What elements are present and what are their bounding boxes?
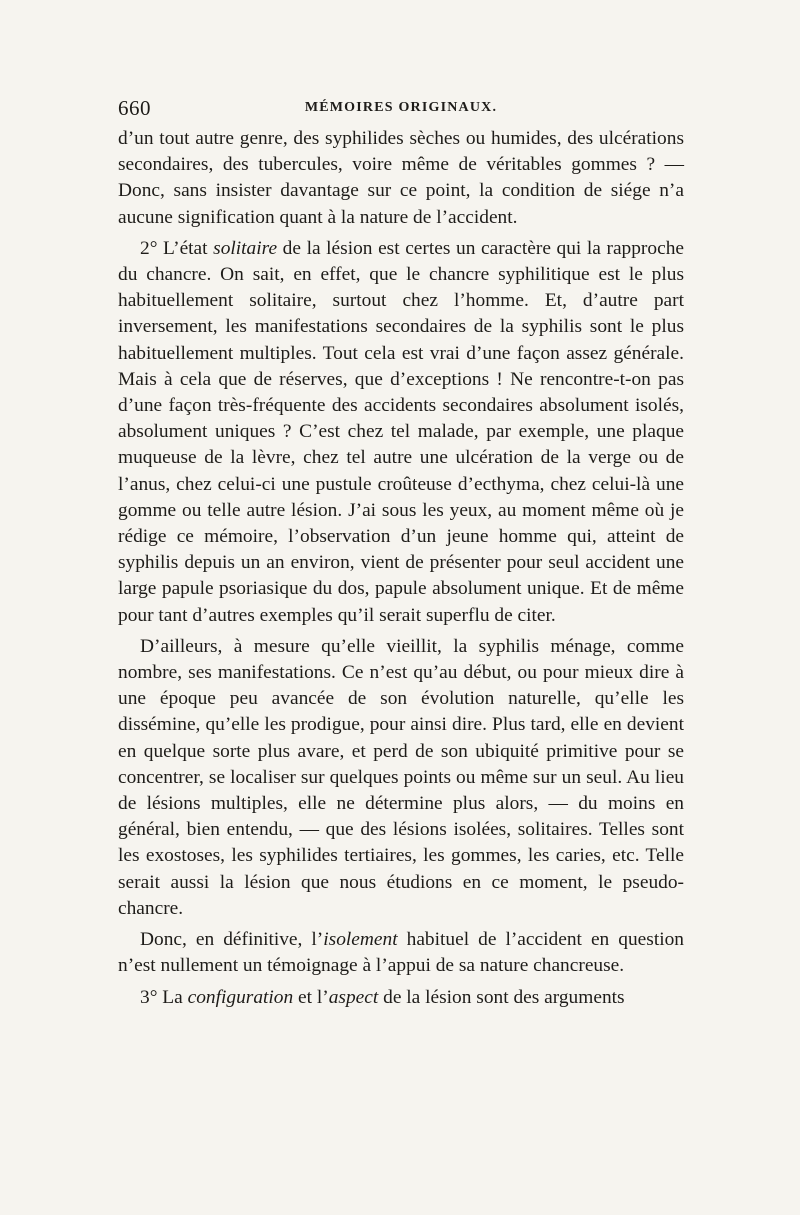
italic-term: configuration	[187, 986, 294, 1008]
paragraph-text: Donc, en définitive, l’	[140, 929, 324, 951]
paragraph-text: 2° L’état	[140, 237, 214, 259]
paragraph-text: d’un tout autre genre, des syphilides sèches ou humides, des ulcérations secondaires, des tubercules, voire même de véritables gommes ? — Donc, sans insister davantage sur ce point, la condition de siége n’a aucune signification quant à la nature de l’accident.	[118, 128, 684, 228]
paragraph-configuration	[118, 985, 684, 1011]
paragraph-text: de la lésion sont des arguments	[378, 986, 625, 1008]
paragraph-aging-syphilis	[118, 634, 684, 922]
paragraph-text: de la lésion est certes un caractère qui la rapproche du chancre. On sait, en effet, que le chancre syphilitique est le plus habituellement solitaire, surtout chez l’homme. Et, d’autre part inversement, les manifestations secondaires de la syphilis sont le plus habituellement multiples. Tout cela est vrai d’une façon assez générale. Mais à cela que de réserves, que d’exceptions ! Ne rencontre-t-on pas d’une façon très-fréquente des accidents secondaires absolument isolés, absolument uniques ? C’est chez tel malade, par exemple, une plaque muqueuse de la lèvre, chez tel autre une ulcération de la verge ou de l’anus, chez celui-ci une pustule croûteuse d’ecthyma, chez celui-là une gomme ou telle autre lésion. J’ai sous les yeux, au moment même où je rédige ce mémoire, l’observation d’un jeune homme qui, atteint de syphilis depuis un an environ, vient de présenter pour seul accident une large papule psoriasique du dos, papule absolument unique. Et de même pour tant d’autres exemples qu’il serait superflu de citer.	[118, 237, 684, 626]
page-header	[118, 92, 684, 126]
italic-term: solitaire	[213, 237, 278, 259]
running-title: MÉMOIRES ORIGINAUX.	[304, 100, 498, 115]
book-page	[118, 92, 684, 1016]
paragraph-text: D’ailleurs, à mesure qu’elle vieillit, la syphilis ménage, comme nombre, ses manifestations. Ce n’est qu’au début, ou pour mieux dire à une époque peu avancée de son évolution naturelle, qu’elle les dissémine, qu’elle les prodigue, pour ainsi dire. Plus tard, elle en devient en quelque sorte plus avare, et perd de son ubiquité primitive pour se concentrer, se localiser sur quelques points ou même sur un seul. Au lieu de lésions multiples, elle ne détermine plus alors, — du moins en général, bien entendu, — que des lésions isolées, solitaires. Telles sont les exostoses, les syphilides tertiaires, les gommes, les caries, etc. Telle serait aussi la lésion que nous étudions en ce moment, le pseudo-chancre.	[118, 635, 684, 919]
page-number: 660	[118, 96, 151, 120]
body-text	[118, 126, 684, 1011]
paragraph-text: 3° La	[140, 986, 188, 1008]
paragraph-solitary-state	[118, 236, 684, 629]
italic-term: isolement	[323, 929, 398, 951]
italic-term: aspect	[328, 986, 379, 1008]
paragraph-text: habituel de l’accident en question n’est nullement un témoignage à l’appui de sa nature chancreuse.	[118, 929, 684, 977]
paragraph-conclusion	[118, 927, 684, 979]
paragraph-text: et l’	[293, 986, 329, 1008]
paragraph-continuation	[118, 126, 684, 231]
